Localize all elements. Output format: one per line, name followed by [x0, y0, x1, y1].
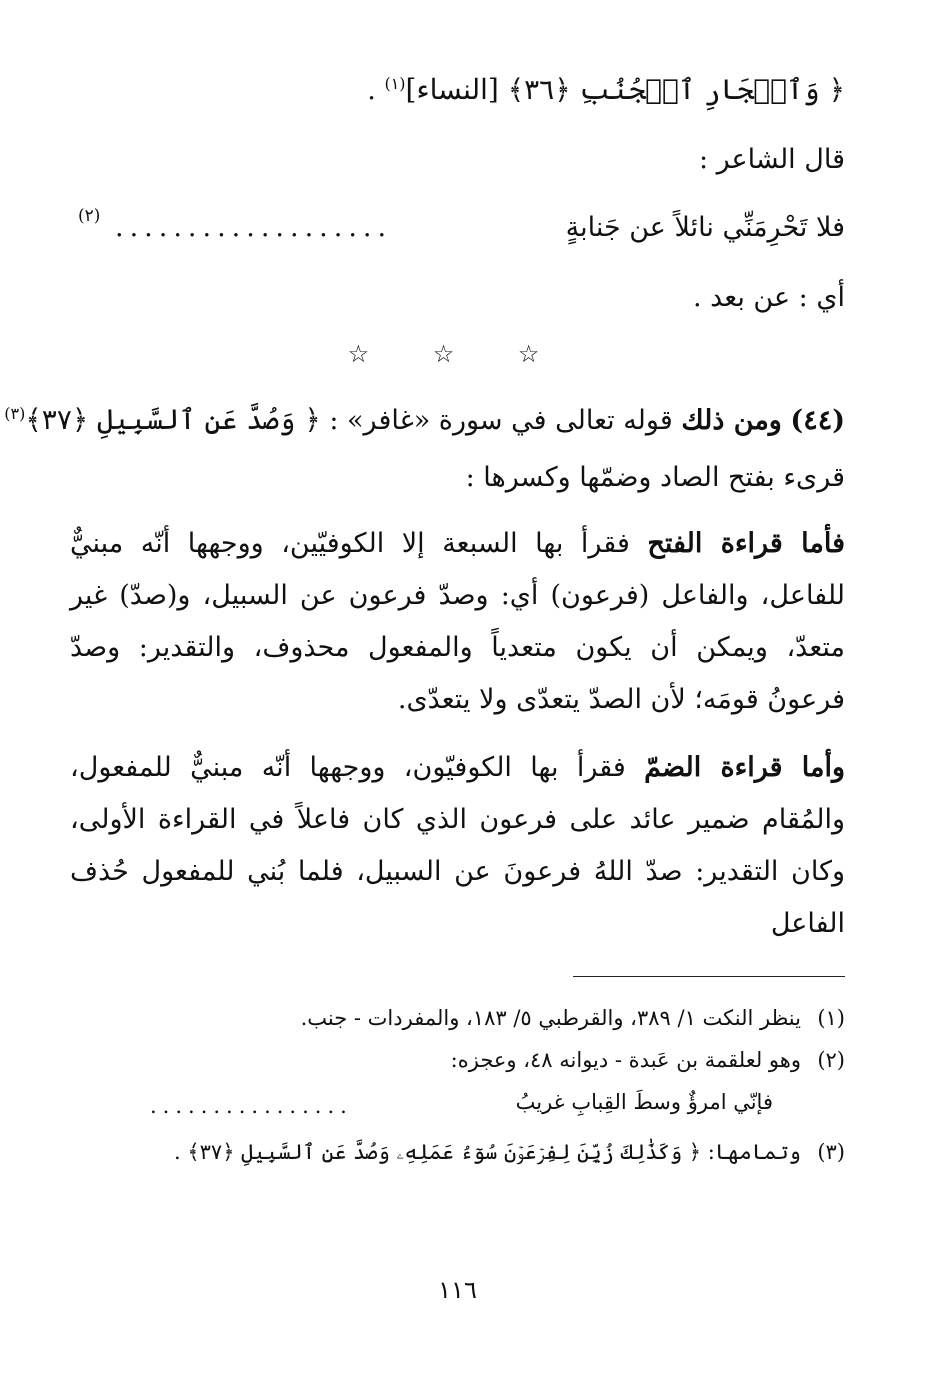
poet-label: قال الشاعر :	[698, 144, 845, 175]
footnote-1	[301, 1002, 845, 1034]
section-separator: ☆ ☆ ☆	[347, 340, 568, 368]
readings-intro: قرىء بفتح الصاد وضمّها وكسرها :	[465, 462, 845, 493]
poem-dots: ...................	[115, 212, 393, 243]
paragraph-lead-bold: فأما قراءة الفتح	[647, 528, 845, 559]
footnote-text: وهو لعلقمة بن عَبدة - ديوانه ٤٨، وعجزه:	[450, 1048, 801, 1072]
book-page	[4, 40, 845, 1340]
footnote-verse-text: فإنّي امرؤٌ وسطَ القِبابِ غريبُ	[515, 1090, 773, 1114]
paragraph-text: فقرأ بها السبعة إلا الكوفيّين، ووجهها أنّه مبنيٌّ للفاعل، والفاعل (فرعون) أي: وصدّ فرعون عن السبيل، و(صدّ) غير متعدّ، ويمكن أن يكون متعدياً والمفعول محذوف، والتقدير: وصدّ فرعونُ قومَه؛ لأن الصدّ يتعدّى ولا يتعدّى.	[70, 528, 845, 715]
footnote-2-verse	[70, 1086, 773, 1120]
footnote-2	[451, 1044, 845, 1076]
paragraph-fath	[70, 518, 845, 726]
section-verse: ﴿ وَصُدَّ عَنِ ٱلسَّبِيلِ ﴿٣٧﴾	[25, 403, 321, 436]
footnote-3	[174, 1136, 845, 1168]
footnote-verse-dots: ................	[150, 1094, 353, 1118]
footnote-number: (١)	[817, 1006, 845, 1030]
footnote-number: (٢)	[817, 1048, 845, 1072]
paragraph-lead-bold: وأما قراءة الضمّ	[644, 752, 845, 783]
section-lead-bold: ومن ذلك	[681, 405, 782, 436]
footnote-text: ينظر النكت ١/ ٣٨٩، والقرطبي ٥/ ١٨٣، والمفردات - جنب.	[300, 1006, 801, 1030]
paragraph-text: فقرأ بها الكوفيّون، ووجهها أنّه مبنيٌّ للمفعول، والمُقام ضمير عائد على فرعون الذي كان فاعلاً في القراءة الأولى، وكان التقدير: صدّ اللهُ فرعونَ عن السبيل، فلما بُني للمفعول حُذف الفاعل	[70, 752, 845, 939]
poem-hemistich: فلا تَحْرِمَنِّي نائلاً عن جَنابةٍ	[565, 212, 845, 243]
footnote-number: (٣)	[817, 1140, 845, 1164]
page-number: ١١٦	[438, 1276, 477, 1304]
footnote-ref-1: (١)	[384, 74, 406, 93]
section-lead: قوله تعالى في سورة «غافر» :	[329, 405, 673, 436]
meaning-line: أي : عن بعد .	[692, 282, 845, 313]
quran-verse: ﴿ وَٱلۡجَارِ ٱلۡجُنُبِ ﴿٣٦﴾ [النساء]	[405, 73, 845, 106]
paragraph-damm	[70, 742, 845, 950]
footnote-text: وتمامها: ﴿ وَكَذَٰلِكَ زُيِّنَ لِفِرۡعَوۡنَ سُوٓءُ عَمَلِهِۦ وَصُدَّ عَنِ ٱلسَّبِيلِ ﴿٣٧﴾ .	[173, 1140, 801, 1164]
footnote-ref-3: (٣)	[4, 404, 26, 423]
verse-end: .	[367, 75, 376, 106]
section-number: (٤٤)	[790, 405, 845, 436]
footnote-divider	[573, 976, 845, 977]
footnote-ref-2: (٢)	[78, 206, 101, 226]
section-heading	[0, 400, 845, 441]
verse-quote-line	[367, 70, 845, 111]
